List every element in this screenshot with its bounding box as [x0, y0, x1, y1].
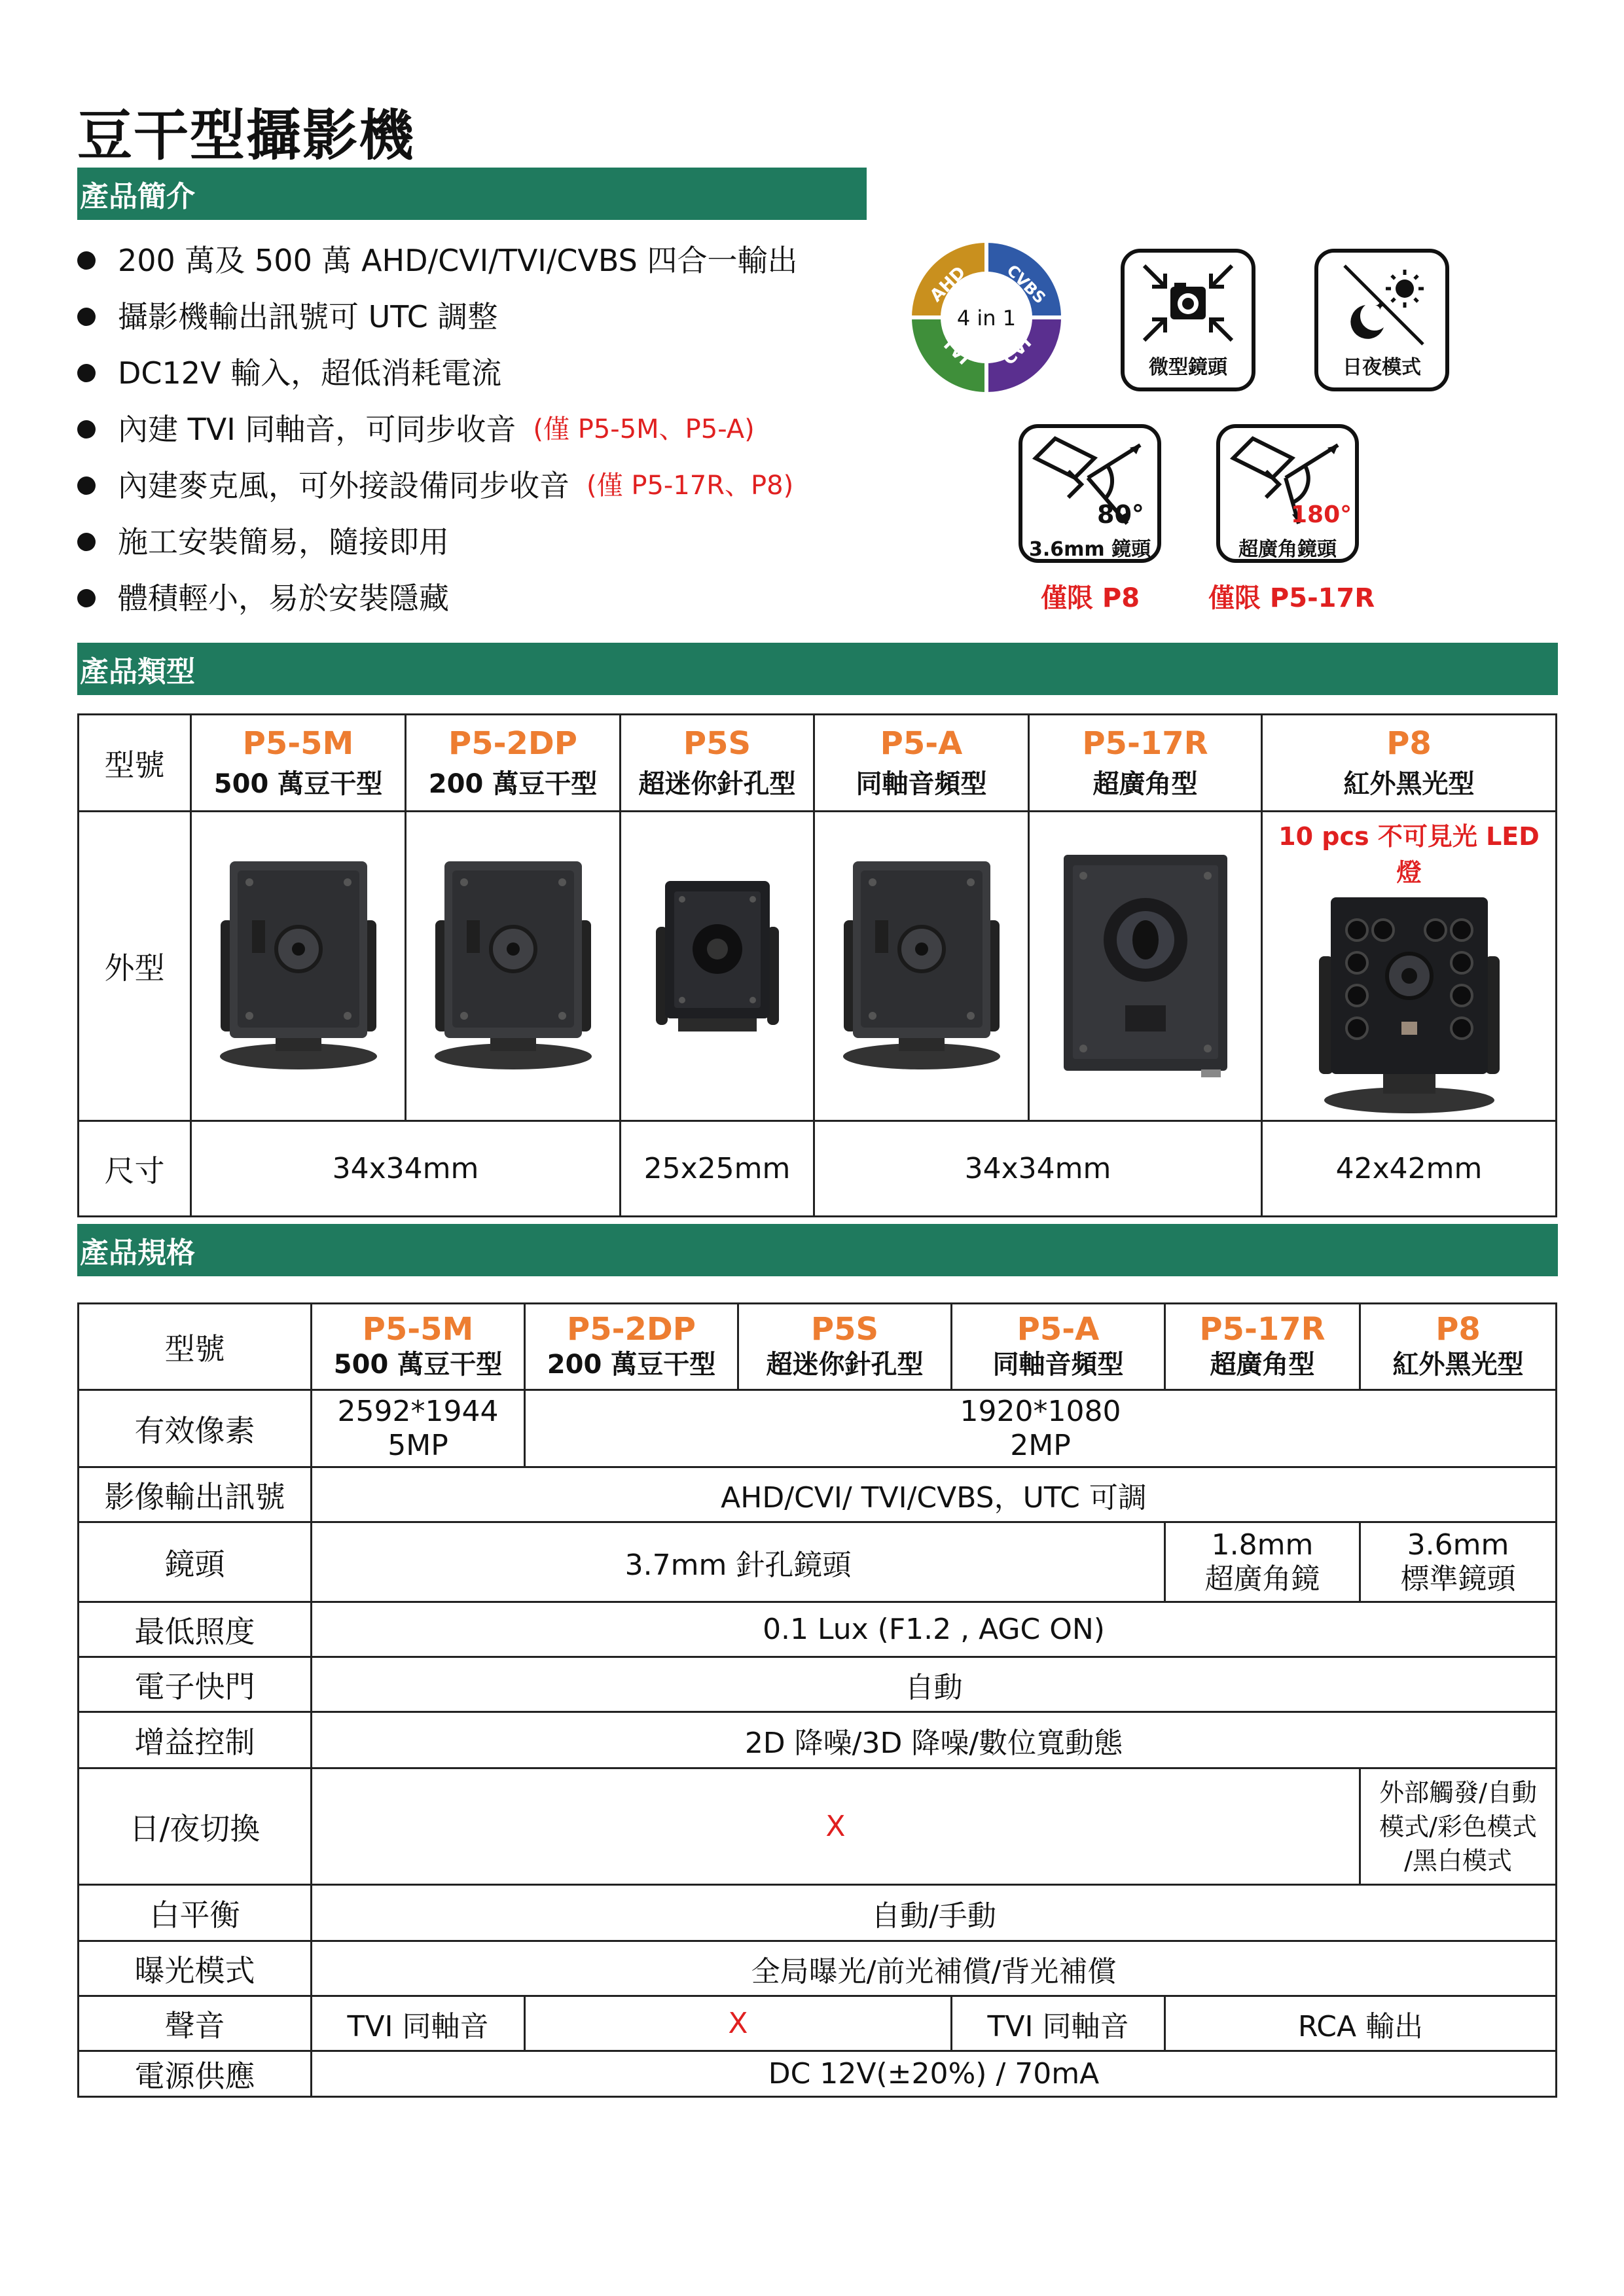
section-specs-header [77, 1224, 1558, 1276]
lens-180-note: 僅限 P5-17R [1208, 583, 1375, 613]
feature-text: 200 萬及 500 萬 AHD/CVI/TVI/CVBS 四合一輸出 [118, 243, 798, 278]
spec-value: 0.1 Lux (F1.2 , AGC ON) [312, 1602, 1557, 1657]
types-model-cell [191, 715, 406, 812]
lens-80-label: 3.6mm 鏡頭 [1029, 538, 1151, 561]
spec-value: 全局曝光/前光補償/背光補償 [312, 1941, 1557, 1996]
lens-180-badge [1216, 424, 1359, 563]
feature-item [77, 345, 798, 401]
bullet-icon [77, 476, 96, 495]
segment-cvbs: CVBS [1003, 261, 1049, 308]
spec-value [1360, 1768, 1557, 1885]
specs-model-label: 型號 [79, 1304, 312, 1390]
specs-model-cell [738, 1304, 952, 1390]
model-code: P5-17R [1082, 725, 1208, 762]
camera-image [639, 868, 796, 1064]
types-model-cell [1262, 715, 1557, 812]
model-name: 超迷你針孔型 [638, 768, 796, 799]
svg-text:✦: ✦ [1375, 298, 1386, 314]
feature-item [77, 401, 798, 457]
section-types-title: 產品類型 [80, 655, 195, 689]
model-name: 500 萬豆干型 [213, 768, 383, 799]
section-specs-title: 產品規格 [80, 1236, 195, 1270]
camera-image [827, 848, 1017, 1084]
bullet-icon [77, 251, 96, 270]
spec-value: TVI 同軸音 [312, 1996, 525, 2051]
feature-text: 內建 TVI 同軸音，可同步收音 [118, 412, 516, 447]
micro-lens-icon [1139, 260, 1237, 346]
spec-label: 影像輸出訊號 [79, 1467, 312, 1522]
spec-label: 日/夜切換 [79, 1768, 312, 1885]
types-model-label: 型號 [79, 715, 191, 812]
spec-value-line: 1920*1080 [960, 1394, 1121, 1428]
camera-image [1044, 842, 1247, 1090]
model-name: 500 萬豆干型 [333, 1349, 503, 1380]
feature-item [77, 457, 798, 514]
spec-value-line: 3.6mm [1407, 1528, 1509, 1562]
feature-note: (僅 P5-17R、P8) [586, 471, 794, 501]
lens-80-badge [1019, 424, 1161, 563]
model-name: 同軸音頻型 [856, 768, 987, 799]
spec-value-line: 1.8mm [1211, 1528, 1314, 1562]
spec-label: 鏡頭 [79, 1522, 312, 1602]
spec-value [1360, 1522, 1557, 1602]
section-intro-header [77, 168, 867, 220]
spec-value [312, 1390, 525, 1467]
types-model-cell [406, 715, 621, 812]
camera-photo-p5-a [814, 812, 1029, 1121]
spec-label: 曝光模式 [79, 1941, 312, 1996]
model-name: 超廣角型 [1210, 1349, 1315, 1380]
types-model-cell [1029, 715, 1262, 812]
spec-label: 電源供應 [79, 2051, 312, 2097]
spec-value: X [312, 1768, 1360, 1885]
model-name: 紅外黑光型 [1343, 768, 1475, 799]
specs-model-cell [525, 1304, 738, 1390]
specs-model-cell [312, 1304, 525, 1390]
model-code: P8 [1386, 725, 1432, 762]
camera-photo-p8 [1262, 812, 1557, 1121]
page-title: 豆干型攝影機 [77, 103, 416, 168]
feature-item [77, 514, 798, 570]
lens-80-angle: 80° [1097, 500, 1144, 529]
feature-item [77, 289, 798, 345]
bullet-icon [77, 589, 96, 607]
bullet-icon [77, 420, 96, 439]
camera-image [418, 848, 608, 1084]
spec-value-line: 標準鏡頭 [1400, 1562, 1516, 1596]
feature-text: 體積輕小，易於安裝隱藏 [118, 581, 449, 616]
feature-text: 施工安裝簡易，隨接即用 [118, 524, 449, 560]
four-in-one-icon [911, 242, 1062, 393]
spec-value: X [525, 1996, 952, 2051]
spec-value-line: /黑白模式 [1404, 1846, 1512, 1875]
model-name: 超廣角型 [1092, 768, 1198, 799]
feature-note: (僅 P5-5M、P5-A) [533, 414, 755, 444]
model-name: 200 萬豆干型 [428, 768, 598, 799]
feature-text: DC12V 輸入，超低消耗電流 [118, 355, 502, 391]
feature-item [77, 232, 798, 289]
spec-value-line: 超廣角鏡 [1204, 1562, 1320, 1596]
lens-80-note: 僅限 P8 [1041, 583, 1140, 613]
types-look-label: 外型 [79, 812, 191, 1121]
spec-value: 3.7mm 針孔鏡頭 [312, 1522, 1165, 1602]
spec-value-line: 2592*1944 [337, 1394, 499, 1428]
micro-lens-badge [1121, 249, 1255, 391]
model-code: P5-A [880, 725, 963, 762]
specs-model-cell [1360, 1304, 1557, 1390]
size-cell: 25x25mm [621, 1121, 814, 1217]
camera-photo-p5-17r [1029, 812, 1262, 1121]
bullet-icon [77, 308, 96, 326]
size-cell: 34x34mm [814, 1121, 1262, 1217]
model-name: 超迷你針孔型 [766, 1349, 924, 1380]
types-model-cell [814, 715, 1029, 812]
model-name: 紅外黑光型 [1392, 1349, 1524, 1380]
segment-ahd: AHD [926, 262, 970, 306]
bullet-icon [77, 533, 96, 551]
model-code: P5-2DP [448, 725, 577, 762]
model-code: P5-2DP [567, 1310, 696, 1348]
feature-list [77, 232, 798, 626]
model-code: P8 [1435, 1310, 1481, 1348]
specs-table [77, 1302, 1557, 2098]
lens-180-angle: 180° [1291, 501, 1352, 528]
spec-label: 有效像素 [79, 1390, 312, 1467]
spec-label: 增益控制 [79, 1712, 312, 1768]
spec-value: 2D 降噪/3D 降噪/數位寬動態 [312, 1712, 1557, 1768]
spec-label: 聲音 [79, 1996, 312, 2051]
size-cell: 34x34mm [191, 1121, 621, 1217]
spec-value: TVI 同軸音 [952, 1996, 1165, 2051]
p8-led-note: 10 pcs 不可見光 LED 燈 [1278, 822, 1540, 887]
spec-value-line: 5MP [388, 1428, 448, 1462]
segment-tvi: TVI [937, 332, 974, 369]
lens-180-label: 超廣角鏡頭 [1238, 538, 1337, 561]
model-code: P5S [683, 725, 751, 762]
spec-value: AHD/CVI/ TVI/CVBS，UTC 可調 [312, 1467, 1557, 1522]
spec-label: 白平衡 [79, 1885, 312, 1941]
feature-text: 攝影機輸出訊號可 UTC 調整 [118, 299, 498, 334]
model-name: 同軸音頻型 [992, 1349, 1124, 1380]
spec-value: 自動/手動 [312, 1885, 1557, 1941]
camera-image [204, 848, 393, 1084]
section-types-header [77, 643, 1558, 695]
specs-model-cell [1165, 1304, 1360, 1390]
feature-text: 內建麥克風，可外接設備同步收音 [118, 468, 569, 503]
camera-image [1305, 891, 1514, 1120]
spec-value: 自動 [312, 1657, 1557, 1712]
micro-lens-label: 微型鏡頭 [1149, 356, 1227, 379]
spec-value [525, 1390, 1557, 1467]
camera-photo-p5-5m [191, 812, 406, 1121]
spec-value [1165, 1522, 1360, 1602]
model-code: P5-A [1017, 1310, 1100, 1348]
spec-value: RCA 輸出 [1165, 1996, 1557, 2051]
spec-value-line: 2MP [1010, 1428, 1071, 1462]
model-name: 200 萬豆干型 [547, 1349, 716, 1380]
types-table [77, 713, 1557, 1217]
types-size-label: 尺寸 [79, 1121, 191, 1217]
day-night-label: 日夜模式 [1343, 356, 1421, 379]
day-night-icon [1331, 259, 1436, 351]
spec-label: 電子快門 [79, 1657, 312, 1712]
spec-value-line: 模式/彩色模式 [1379, 1812, 1537, 1841]
feature-item [77, 570, 798, 626]
types-model-cell [621, 715, 814, 812]
model-code: P5-5M [362, 1310, 474, 1348]
camera-photo-p5s [621, 812, 814, 1121]
size-cell: 42x42mm [1262, 1121, 1557, 1217]
four-in-one-center: 4 in 1 [956, 306, 1017, 331]
spec-label: 最低照度 [79, 1602, 312, 1657]
segment-cvi: CVI [999, 332, 1036, 370]
day-night-badge [1314, 249, 1449, 391]
bullet-icon [77, 364, 96, 382]
camera-photo-p5-2dp [406, 812, 621, 1121]
model-code: P5-5M [242, 725, 354, 762]
model-code: P5S [810, 1310, 879, 1348]
spec-value: DC 12V(±20%) / 70mA [312, 2051, 1557, 2097]
specs-model-cell [952, 1304, 1165, 1390]
section-intro-title: 產品簡介 [80, 180, 195, 213]
model-code: P5-17R [1199, 1310, 1326, 1348]
spec-value-line: 外部觸發/自動 [1379, 1778, 1537, 1807]
